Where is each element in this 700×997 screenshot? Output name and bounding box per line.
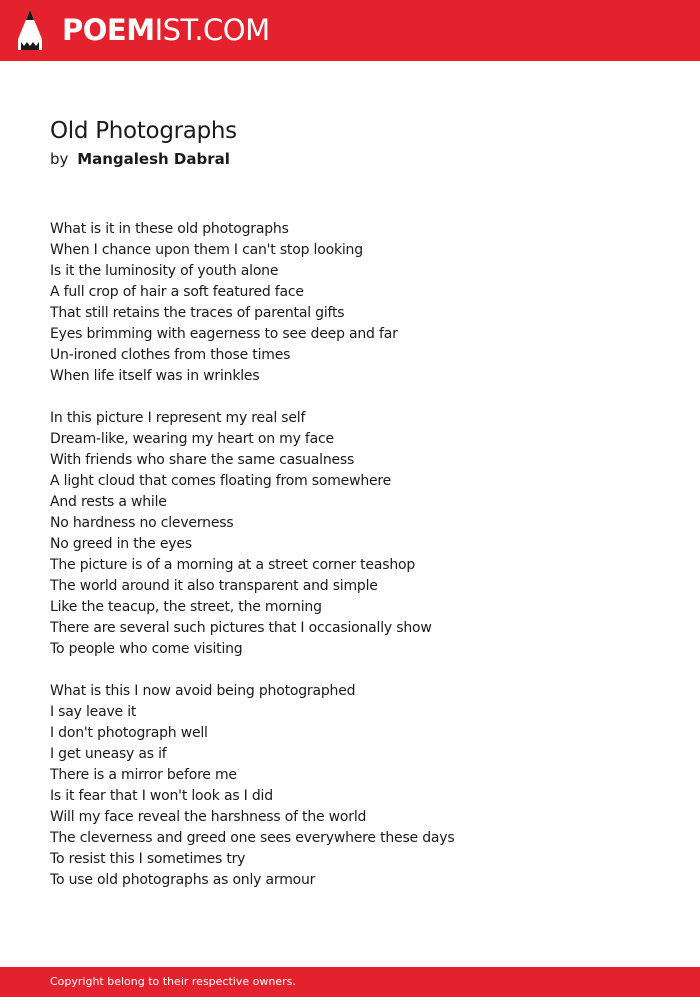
logo-light-text: IST.COM — [154, 13, 270, 47]
poem-line: Will my face reveal the harshness of the world — [50, 809, 367, 825]
poem-line: What is it in these old photographs — [50, 221, 289, 237]
poem-line: When life itself was in wrinkles — [50, 368, 260, 384]
byline — [50, 149, 230, 169]
poem-line: I don't photograph well — [50, 725, 208, 741]
poem-line: And rests a while — [50, 494, 167, 510]
site-footer — [0, 967, 700, 997]
poem-line: Like the teacup, the street, the morning — [50, 599, 322, 615]
poem-line: No greed in the eyes — [50, 536, 192, 552]
poem-line: In this picture I represent my real self — [50, 410, 306, 426]
poem-line: The cleverness and greed one sees everywhere these days — [50, 830, 455, 846]
author-name: Mangalesh Dabral — [77, 150, 230, 168]
poem-line: Eyes brimming with eagerness to see deep and far — [50, 326, 398, 342]
stanza — [50, 219, 670, 387]
site-header — [0, 0, 700, 61]
poem-line: That still retains the traces of parental gifts — [50, 305, 345, 321]
poem-line: To use old photographs as only armour — [50, 872, 316, 888]
poem-line: There is a mirror before me — [50, 767, 237, 783]
poem-line: There are several such pictures that I occasionally show — [50, 620, 432, 636]
poem-line: Is it the luminosity of youth alone — [50, 263, 279, 279]
poem-line: What is this I now avoid being photographed — [50, 683, 356, 699]
poem-body — [50, 219, 670, 912]
stanza — [50, 408, 670, 660]
poem-line: A full crop of hair a soft featured face — [50, 284, 304, 300]
poem-line: The picture is of a morning at a street corner teashop — [50, 557, 416, 573]
poem-line: Dream-like, wearing my heart on my face — [50, 431, 334, 447]
logo-bold-text: POEM — [62, 13, 155, 47]
poem-line: The world around it also transparent and simple — [50, 578, 378, 594]
poem-line: When I chance upon them I can't stop looking — [50, 242, 363, 258]
poem-line: With friends who share the same casualness — [50, 452, 355, 468]
poem-line: Is it fear that I won't look as I did — [50, 788, 273, 804]
poem-line: I say leave it — [50, 704, 137, 720]
copyright-text: Copyright belong to their respective owners. — [50, 975, 296, 988]
by-label: by — [50, 150, 69, 168]
poem-line: I get uneasy as if — [50, 746, 167, 762]
stanza — [50, 681, 670, 891]
site-logo[interactable] — [62, 12, 270, 48]
poem-title: Old Photographs — [50, 118, 237, 144]
poem-line: A light cloud that comes floating from somewhere — [50, 473, 392, 489]
poem-line: Un-ironed clothes from those times — [50, 347, 291, 363]
poem-line: To people who come visiting — [50, 641, 243, 657]
poem-line: No hardness no cleverness — [50, 515, 234, 531]
poem-line: To resist this I sometimes try — [50, 851, 246, 867]
pencil-tip-icon — [17, 9, 43, 51]
